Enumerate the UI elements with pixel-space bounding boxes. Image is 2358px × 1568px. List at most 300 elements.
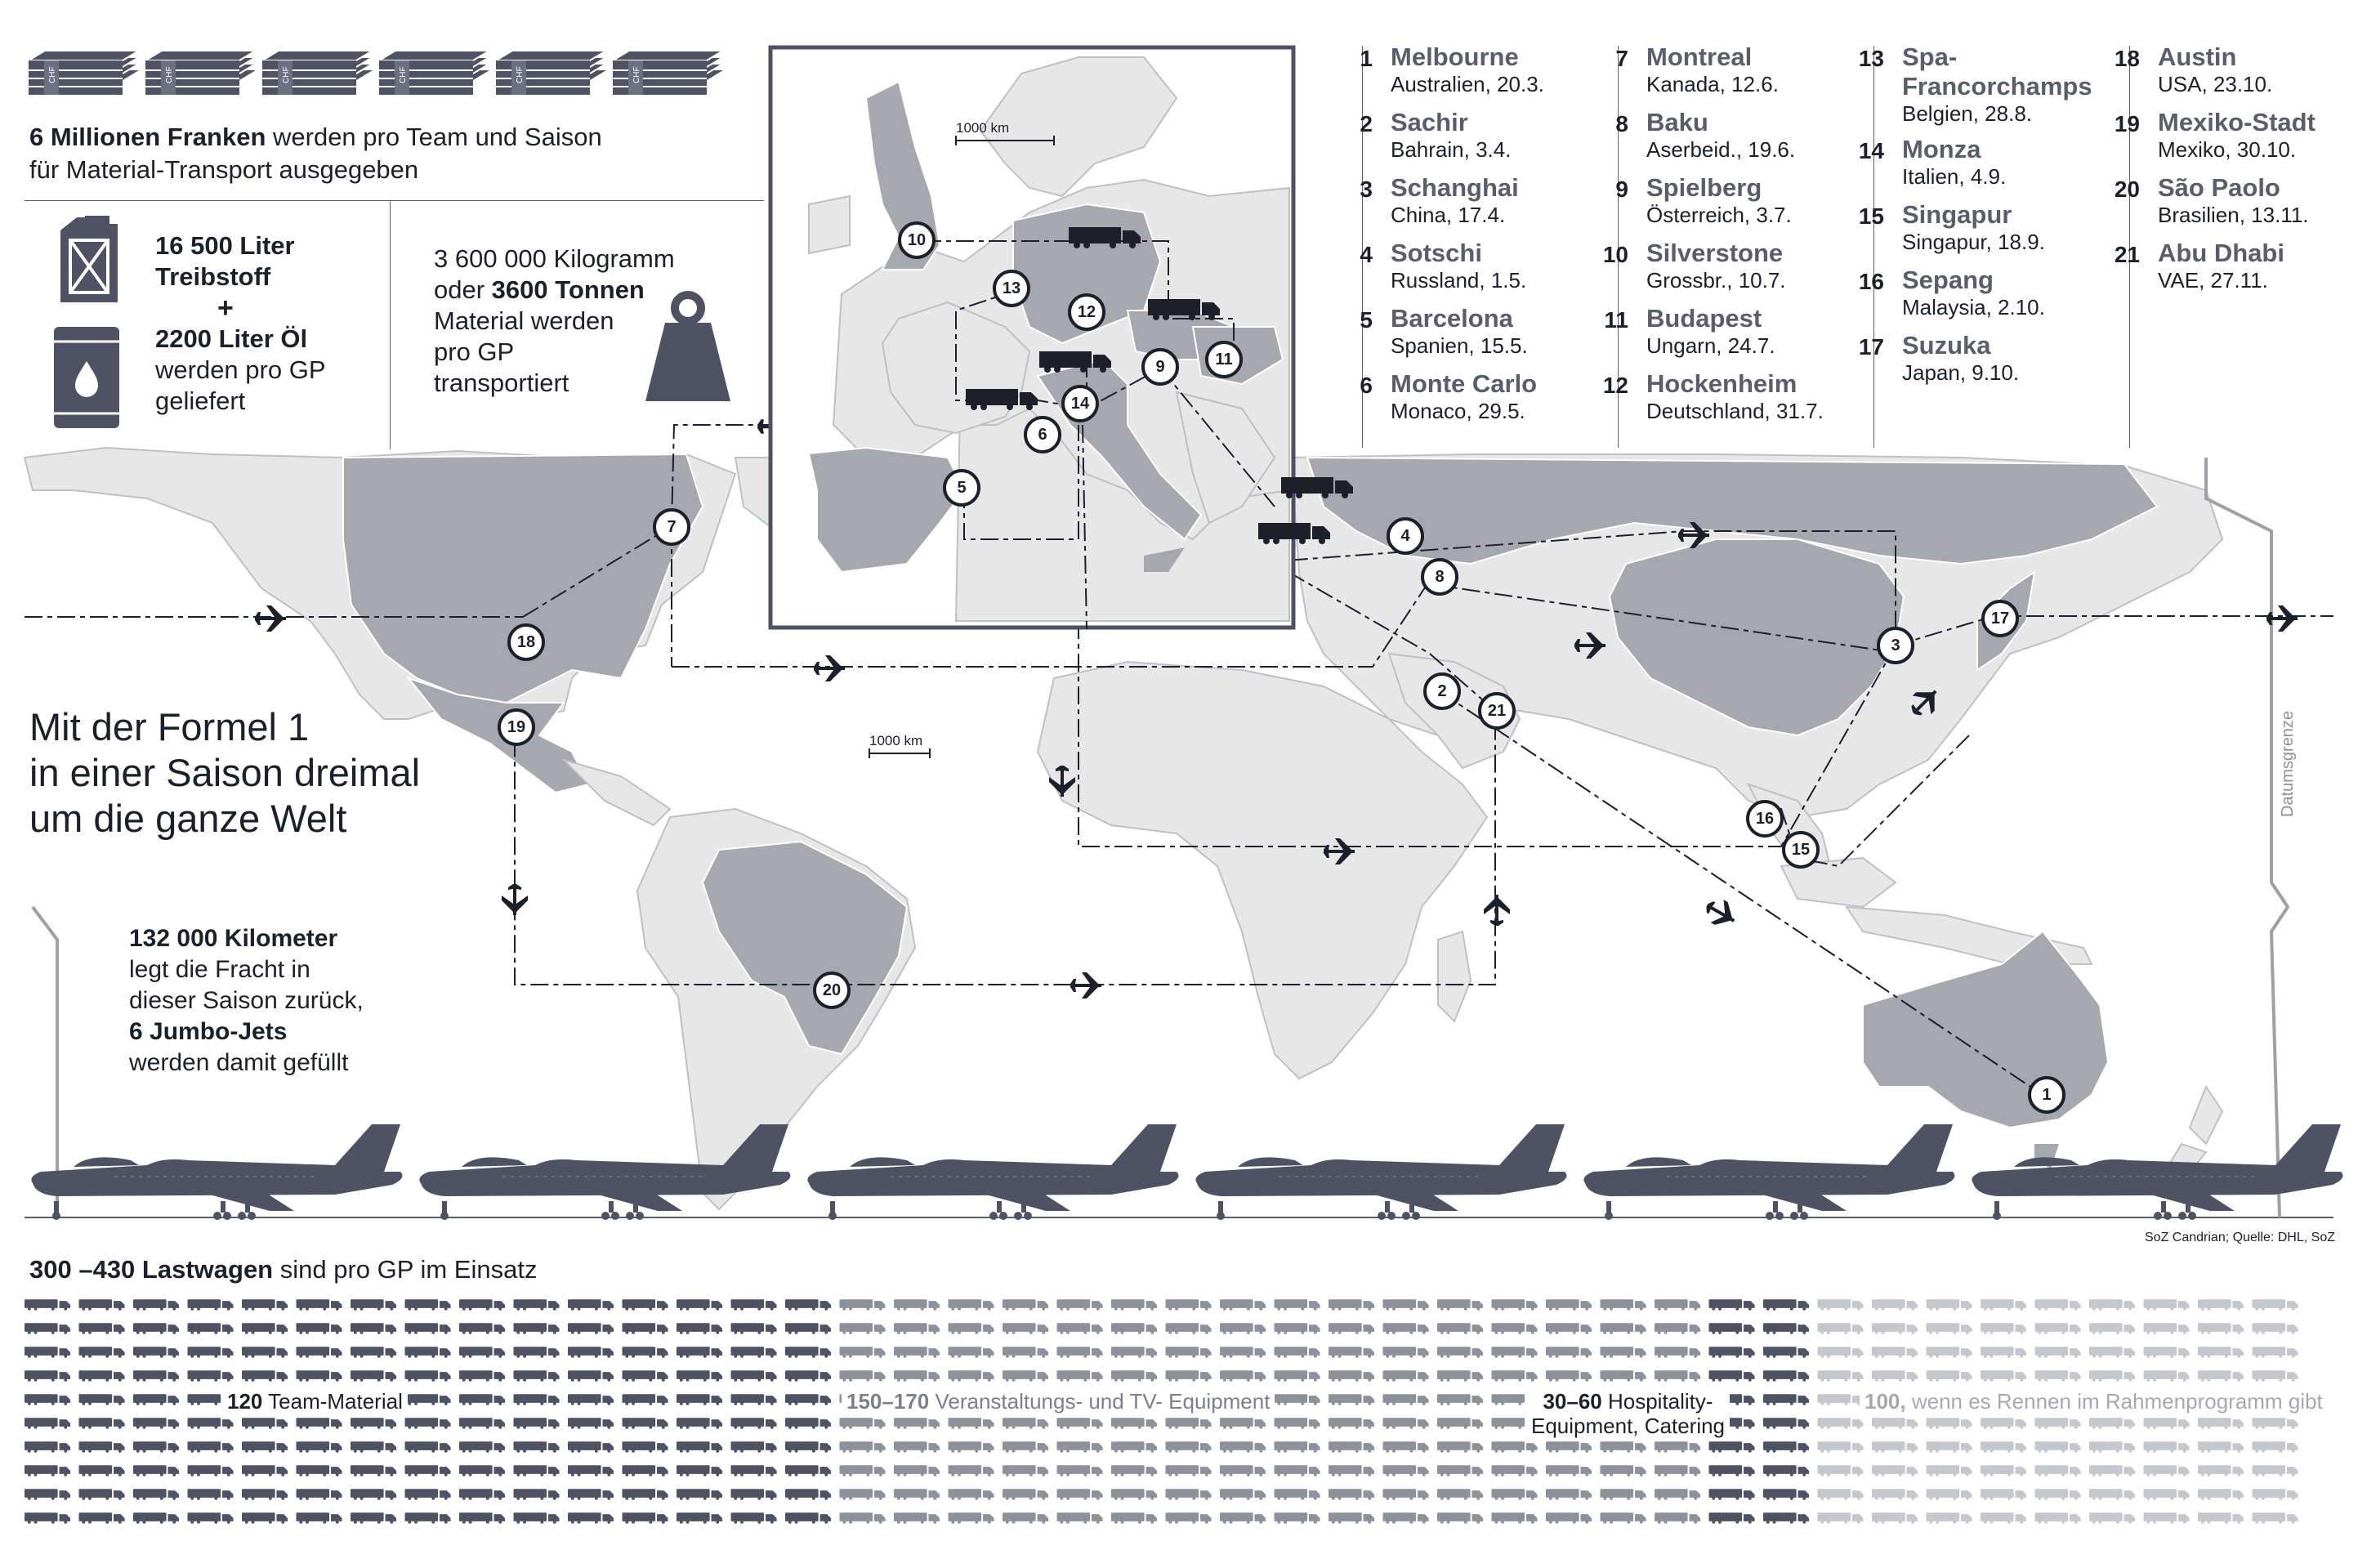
truck-icon <box>1057 1441 1103 1453</box>
truck-icon <box>459 1323 505 1334</box>
truck-icon <box>1709 1323 1755 1334</box>
truck-icon <box>1220 1370 1266 1382</box>
truck-icon <box>1275 1489 1320 1500</box>
truck-icon <box>133 1441 179 1453</box>
truck-icon <box>623 1323 668 1334</box>
truck-icon <box>894 1465 940 1476</box>
truck-icon <box>1329 1418 1374 1429</box>
truck-icon <box>2089 1512 2135 1524</box>
race-marker: 21 <box>1478 692 1516 730</box>
truck-icon <box>1601 1370 1646 1382</box>
race-marker: 8 <box>1421 558 1458 596</box>
truck-label-event <box>842 1389 1275 1414</box>
race-number: 7 <box>1615 46 1628 71</box>
truck-icon <box>1437 1394 1483 1405</box>
truck-icon <box>25 1512 70 1524</box>
truck-icon <box>1927 1299 1972 1311</box>
truck-icon <box>2144 1418 2190 1429</box>
weight-line5: transportiert <box>434 369 569 397</box>
truck-icon <box>1546 1370 1592 1382</box>
race-marker: 1 <box>2028 1076 2065 1114</box>
truck-icon <box>623 1299 668 1311</box>
truck-icon <box>677 1370 722 1382</box>
truck-icon <box>1655 1347 1700 1358</box>
truck-icon <box>351 1370 396 1382</box>
race-number: 9 <box>1615 176 1628 202</box>
truck-icon <box>405 1512 451 1524</box>
race-marker: 11 <box>1205 341 1243 378</box>
europe-inset <box>770 47 1353 629</box>
truck-icon <box>1872 1323 1918 1334</box>
truck-icon <box>2035 1489 2081 1500</box>
truck-icon <box>1329 1299 1374 1311</box>
truck-label-hosp-line2: Equipment, Catering <box>1531 1414 1726 1438</box>
truck-icon <box>1275 1441 1320 1453</box>
truck-icon <box>1492 1347 1538 1358</box>
truck-icon <box>1818 1299 1864 1311</box>
truck-icon <box>351 1489 396 1500</box>
truck-icon <box>2198 1441 2244 1453</box>
truck-icon <box>894 1489 940 1500</box>
truck-icon <box>514 1323 560 1334</box>
race-date: Monaco, 29.5. <box>1391 399 1525 423</box>
race-name: Sachir <box>1391 108 1468 136</box>
truck-icon <box>514 1394 560 1405</box>
fuel-line2: Treibstoff <box>155 262 271 291</box>
truck-icon <box>840 1465 886 1476</box>
truck-icon <box>1601 1299 1646 1311</box>
race-number: 19 <box>2114 111 2140 136</box>
truck-icon <box>2253 1489 2298 1500</box>
truck-icon <box>1872 1347 1918 1358</box>
truck-icon <box>133 1418 179 1429</box>
truck-icon <box>568 1394 614 1405</box>
truck-icon <box>2253 1441 2298 1453</box>
truck-icon <box>840 1347 886 1358</box>
truck-icon <box>1329 1370 1374 1382</box>
jumbo-jets <box>31 1124 2342 1220</box>
truck-icon <box>785 1394 831 1405</box>
truck-icon <box>785 1512 831 1524</box>
truck-icon <box>1927 1323 1972 1334</box>
truck-icon <box>1709 1512 1755 1524</box>
truck-icon <box>677 1418 722 1429</box>
truck-icon <box>459 1465 505 1476</box>
truck-icon <box>1329 1465 1374 1476</box>
truck-icon <box>2198 1347 2244 1358</box>
truck-icon <box>297 1512 342 1524</box>
truck-icon <box>133 1299 179 1311</box>
trucks-title-bold: 300 –430 Lastwagen <box>29 1255 274 1284</box>
truck-icon <box>1057 1418 1103 1429</box>
truck-icon <box>1383 1370 1429 1382</box>
truck-icon <box>459 1299 505 1311</box>
truck-icon <box>1437 1441 1483 1453</box>
truck-icon <box>568 1441 614 1453</box>
truck-icon <box>1763 1394 1809 1405</box>
truck-icon <box>1981 1489 2026 1500</box>
truck-icon <box>297 1489 342 1500</box>
race-name: São Paolo <box>2158 173 2280 202</box>
truck-icon <box>405 1323 451 1334</box>
truck-icon <box>623 1465 668 1476</box>
truck-icon <box>351 1347 396 1358</box>
truck-icon <box>25 1465 70 1476</box>
race-name: Baku <box>1646 108 1708 136</box>
truck-icon <box>1872 1489 1918 1500</box>
race-date: Ungarn, 24.7. <box>1646 333 1775 358</box>
map-title-line2: in einer Saison dreimal <box>29 751 421 794</box>
truck-label-support-rest: wenn es Rennen im Rahmenprogramm gibt <box>1905 1389 2323 1414</box>
truck-icon <box>79 1465 125 1476</box>
truck-icon <box>2089 1299 2135 1311</box>
truck-icon <box>1383 1394 1429 1405</box>
race-marker: 16 <box>1746 800 1784 838</box>
truck-icon <box>1057 1489 1103 1500</box>
truck-icon <box>2253 1347 2298 1358</box>
race-number: 13 <box>1858 46 1884 71</box>
truck-icon <box>351 1465 396 1476</box>
truck-icon <box>2035 1299 2081 1311</box>
race-date: Australien, 20.3. <box>1391 72 1544 96</box>
truck-icon <box>2089 1347 2135 1358</box>
truck-icon <box>133 1512 179 1524</box>
truck-icon <box>242 1299 288 1311</box>
truck-icon <box>2253 1512 2298 1524</box>
truck-icon <box>25 1323 70 1334</box>
race-name: Schanghai <box>1391 173 1519 202</box>
truck-icon <box>949 1370 994 1382</box>
race-marker: 15 <box>1782 831 1820 869</box>
truck-icon <box>1763 1441 1809 1453</box>
truck-icon <box>188 1347 234 1358</box>
truck-icon <box>1383 1489 1429 1500</box>
europe-scale-label: 1000 km <box>956 120 1010 136</box>
truck-icon <box>2198 1418 2244 1429</box>
truck-icon <box>2198 1489 2244 1500</box>
truck-icon <box>1927 1465 1972 1476</box>
truck-icon <box>2144 1323 2190 1334</box>
truck-icon <box>1818 1465 1864 1476</box>
truck-icon <box>785 1465 831 1476</box>
truck-icon <box>840 1323 886 1334</box>
truck-icon <box>785 1370 831 1382</box>
truck-icon <box>79 1418 125 1429</box>
truck-icon <box>25 1299 70 1311</box>
truck-icon <box>459 1370 505 1382</box>
truck-icon <box>1655 1441 1700 1453</box>
fuel-line4: werden pro GP <box>155 355 326 384</box>
truck-icon <box>894 1441 940 1453</box>
truck-icon <box>1927 1489 1972 1500</box>
truck-icon <box>1872 1299 1918 1311</box>
truck-icon <box>1927 1441 1972 1453</box>
truck-icon <box>1329 1441 1374 1453</box>
truck-icon <box>2198 1512 2244 1524</box>
truck-icon <box>1655 1370 1700 1382</box>
truck-icon <box>1220 1347 1266 1358</box>
truck-icon <box>677 1299 722 1311</box>
race-number: 1 <box>1360 46 1373 71</box>
truck-icon <box>297 1323 342 1334</box>
race-marker: 12 <box>1068 293 1105 331</box>
map-title-line1: Mit der Formel 1 <box>29 705 310 748</box>
truck-icon <box>133 1465 179 1476</box>
money-line2: für Material-Transport ausgegeben <box>29 155 419 184</box>
truck-icon <box>1872 1465 1918 1476</box>
truck-icon <box>1383 1465 1429 1476</box>
truck-icon <box>1872 1370 1918 1382</box>
truck-icon <box>1601 1465 1646 1476</box>
truck-icon <box>1927 1347 1972 1358</box>
truck-icon <box>1763 1370 1809 1382</box>
truck-icon <box>79 1394 125 1405</box>
truck-icon <box>1111 1512 1157 1524</box>
truck-icon <box>623 1441 668 1453</box>
truck-icon <box>242 1441 288 1453</box>
race-date: USA, 23.10. <box>2158 72 2273 96</box>
truck-label-team-bold: 120 <box>227 1389 263 1414</box>
truck-icon <box>1003 1465 1048 1476</box>
truck-icon <box>2253 1418 2298 1429</box>
truck-icon <box>1601 1347 1646 1358</box>
distance-text <box>129 923 364 1079</box>
race-marker: 13 <box>993 270 1030 307</box>
truck-icon <box>1655 1299 1700 1311</box>
truck-icon <box>785 1347 831 1358</box>
race-name: Budapest <box>1646 304 1762 333</box>
truck-icon <box>1329 1489 1374 1500</box>
truck-icon <box>351 1441 396 1453</box>
truck-icon <box>731 1489 777 1500</box>
race-date: Kanada, 12.6. <box>1646 72 1779 96</box>
truck-icon <box>2253 1299 2298 1311</box>
truck-icon <box>297 1441 342 1453</box>
truck-icon <box>1763 1299 1809 1311</box>
truck-icon <box>1275 1299 1320 1311</box>
truck-icon <box>1111 1370 1157 1382</box>
fuel-line3: 2200 Liter Öl <box>155 324 308 353</box>
truck-icon <box>1981 1370 2026 1382</box>
truck-icon <box>1818 1441 1864 1453</box>
truck-icon <box>79 1370 125 1382</box>
truck-icon <box>1329 1323 1374 1334</box>
race-marker: 4 <box>1387 517 1424 555</box>
truck-icon <box>1655 1512 1700 1524</box>
truck-icon <box>568 1347 614 1358</box>
truck-icon <box>514 1347 560 1358</box>
race-date: Belgien, 28.8. <box>1902 101 2033 126</box>
race-date: Bahrain, 3.4. <box>1391 137 1512 162</box>
race-name: Sepang <box>1902 266 1994 294</box>
truck-icon <box>1220 1489 1266 1500</box>
truck-icon <box>568 1512 614 1524</box>
truck-icon <box>2144 1441 2190 1453</box>
race-marker: 19 <box>498 708 535 746</box>
truck-icon <box>731 1347 777 1358</box>
truck-icon <box>2089 1489 2135 1500</box>
truck-icon <box>1818 1370 1864 1382</box>
truck-icon <box>1927 1512 1972 1524</box>
truck-icon <box>351 1512 396 1524</box>
truck-icon <box>2198 1323 2244 1334</box>
truck-icon <box>1003 1441 1048 1453</box>
truck-icon <box>1981 1465 2026 1476</box>
fuel-line1: 16 500 Liter <box>155 231 295 260</box>
truck-icon <box>1166 1299 1212 1311</box>
truck-icon <box>1111 1418 1157 1429</box>
truck-icon <box>297 1465 342 1476</box>
dateline-label: Datumsgrenze <box>2279 710 2297 817</box>
trucks-title-rest: sind pro GP im Einsatz <box>273 1255 538 1284</box>
truck-icon <box>623 1418 668 1429</box>
truck-icon <box>188 1465 234 1476</box>
truck-icon <box>731 1394 777 1405</box>
truck-icon <box>731 1441 777 1453</box>
race-date: Aserbeid., 19.6. <box>1646 137 1796 162</box>
truck-icon <box>1927 1370 1972 1382</box>
truck-icon <box>949 1512 994 1524</box>
truck-icon <box>1818 1323 1864 1334</box>
truck-icon <box>568 1370 614 1382</box>
truck-icon <box>2198 1370 2244 1382</box>
truck-icon <box>1220 1465 1266 1476</box>
truck-icon <box>188 1512 234 1524</box>
truck-icon <box>731 1418 777 1429</box>
truck-icon <box>1220 1512 1266 1524</box>
truck-icon <box>2253 1323 2298 1334</box>
truck-label-hosp-bold: 30–60 <box>1543 1389 1602 1414</box>
truck-icon <box>2035 1512 2081 1524</box>
weight-line1: 3 600 000 Kilogramm <box>434 244 675 273</box>
truck-icon <box>1492 1323 1538 1334</box>
truck-icon <box>2144 1512 2190 1524</box>
truck-icon <box>1492 1370 1538 1382</box>
money-amount: 6 Millionen Franken <box>29 123 266 151</box>
race-marker: 7 <box>653 508 690 546</box>
truck-icon <box>2144 1370 2190 1382</box>
truck-icon <box>1220 1323 1266 1334</box>
truck-icon <box>2253 1370 2298 1382</box>
race-marker: 18 <box>507 623 545 661</box>
race-number: 12 <box>1602 373 1628 398</box>
truck-icon <box>1003 1347 1048 1358</box>
truck-icon <box>1763 1323 1809 1334</box>
truck-icon <box>1383 1418 1429 1429</box>
truck-icon <box>949 1347 994 1358</box>
race-number: 14 <box>1858 138 1884 163</box>
truck-icon <box>1709 1489 1755 1500</box>
truck-icon <box>677 1323 722 1334</box>
truck-icon <box>1763 1418 1809 1429</box>
truck-icon <box>405 1465 451 1476</box>
truck-icon <box>514 1370 560 1382</box>
truck-icon <box>514 1299 560 1311</box>
truck-icon <box>1220 1418 1266 1429</box>
race-name: Monza <box>1902 135 1981 163</box>
race-name: Mexiko-Stadt <box>2158 108 2316 136</box>
truck-icon <box>297 1299 342 1311</box>
truck-icon <box>1003 1418 1048 1429</box>
truck-icon <box>1329 1512 1374 1524</box>
truck-icon <box>351 1418 396 1429</box>
truck-icon <box>1655 1489 1700 1500</box>
truck-icon <box>731 1512 777 1524</box>
truck-icon <box>1329 1394 1374 1405</box>
truck-icon <box>568 1299 614 1311</box>
truck-icon <box>1546 1489 1592 1500</box>
truck-icon <box>1166 1489 1212 1500</box>
race-number: 3 <box>1360 176 1373 202</box>
race-name: Spielberg <box>1646 173 1762 202</box>
truck-icon <box>459 1347 505 1358</box>
truck-label-team <box>222 1389 408 1414</box>
truck-icon <box>459 1441 505 1453</box>
race-date: Grossbr., 10.7. <box>1646 268 1786 293</box>
race-date: Deutschland, 31.7. <box>1646 399 1824 423</box>
truck-icon <box>79 1299 125 1311</box>
truck-icon <box>1546 1512 1592 1524</box>
truck-icon <box>188 1441 234 1453</box>
truck-icon <box>568 1465 614 1476</box>
distance-bold2: 6 Jumbo-Jets <box>129 1018 288 1045</box>
truck-icon <box>405 1394 451 1405</box>
truck-icon <box>894 1347 940 1358</box>
truck-icon <box>25 1370 70 1382</box>
truck-icon <box>405 1370 451 1382</box>
truck-icon <box>785 1441 831 1453</box>
truck-icon <box>2144 1299 2190 1311</box>
truck-icon <box>1437 1512 1483 1524</box>
truck-icon <box>1818 1418 1864 1429</box>
truck-icon <box>1437 1370 1483 1382</box>
race-date: Mexiko, 30.10. <box>2158 137 2297 162</box>
truck-icon <box>1275 1323 1320 1334</box>
race-marker: 9 <box>1141 348 1179 386</box>
truck-icon <box>514 1418 560 1429</box>
truck-icon <box>894 1512 940 1524</box>
race-date: Brasilien, 13.11. <box>2158 203 2309 227</box>
truck-icon <box>1492 1465 1538 1476</box>
truck-icon <box>568 1418 614 1429</box>
truck-icon <box>785 1489 831 1500</box>
truck-icon <box>1763 1512 1809 1524</box>
truck-icon <box>1601 1512 1646 1524</box>
truck-icon <box>405 1299 451 1311</box>
truck-icon <box>1003 1370 1048 1382</box>
truck-icon <box>1655 1323 1700 1334</box>
race-date: VAE, 27.11. <box>2158 268 2268 293</box>
truck-icon <box>1383 1512 1429 1524</box>
truck-icon <box>242 1323 288 1334</box>
weight-line4: pro GP <box>434 337 515 366</box>
truck-icon <box>1437 1323 1483 1334</box>
truck-icon <box>1383 1299 1429 1311</box>
truck-icon <box>677 1489 722 1500</box>
truck-icon <box>1872 1512 1918 1524</box>
truck-icon <box>2144 1347 2190 1358</box>
truck-icon <box>1275 1512 1320 1524</box>
truck-icon <box>2144 1489 2190 1500</box>
truck-icon <box>1275 1394 1320 1405</box>
truck-icon <box>1275 1465 1320 1476</box>
truck-icon <box>1003 1489 1048 1500</box>
truck-icon <box>297 1347 342 1358</box>
truck-icon <box>1166 1323 1212 1334</box>
truck-icon <box>25 1441 70 1453</box>
truck-icon <box>840 1489 886 1500</box>
race-number: 11 <box>1604 307 1628 333</box>
